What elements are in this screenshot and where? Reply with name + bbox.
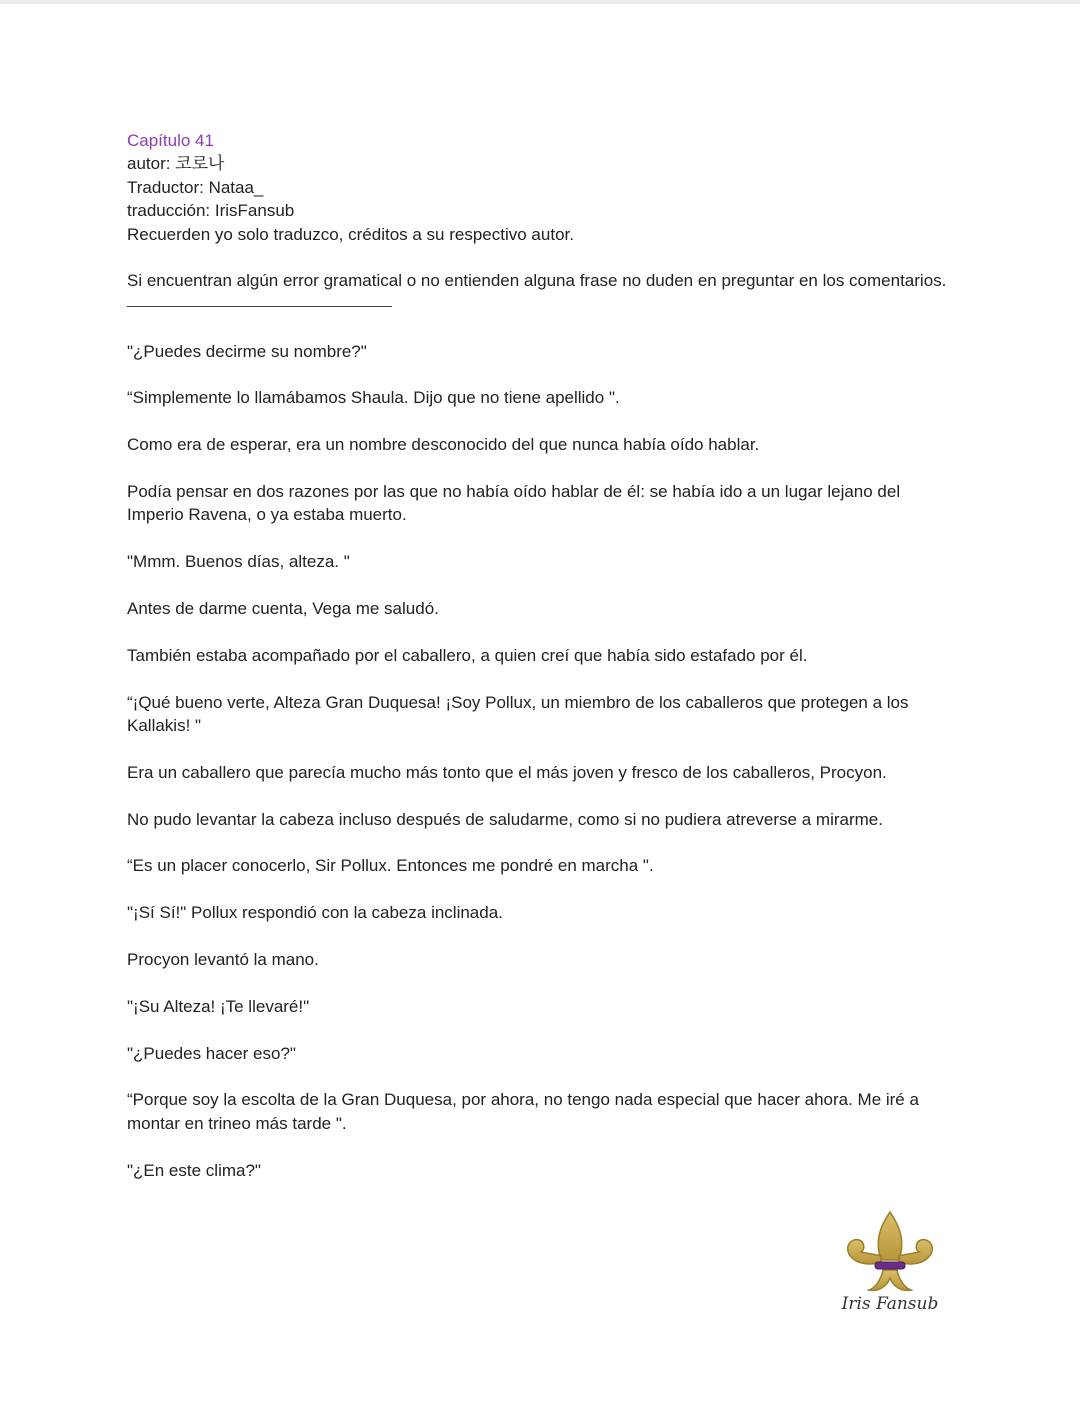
paragraph: Antes de darme cuenta, Vega me saludó. bbox=[127, 599, 439, 618]
paragraph: Podía pensar en dos razones por las que no había oído hablar de él: se había ido a un lugar lejano del Imperio Ravena, o ya estaba muerto. bbox=[127, 482, 901, 525]
document-page bbox=[127, 129, 957, 1205]
paragraph: “¡Qué bueno verte, Alteza Gran Duquesa! ¡Soy Pollux, un miembro de los caballeros que protegen a los Kallakis! " bbox=[127, 692, 909, 735]
paragraph: "¿Puedes decirme su nombre?" bbox=[127, 341, 367, 361]
fleur-de-lis-icon bbox=[835, 1208, 945, 1298]
paragraph: También estaba acompañado por el caballero, a quien creí que había sido estafado por él. bbox=[127, 645, 808, 665]
section-divider bbox=[127, 293, 392, 316]
paragraph: "¡Sí Sí!" Pollux respondió con la cabeza inclinada. bbox=[127, 903, 503, 923]
paragraph: Procyon levantó la mano. bbox=[127, 949, 319, 969]
note-line: Si encuentran algún error gramatical o no entienden alguna frase no duden en preguntar en los comentarios. bbox=[127, 271, 947, 291]
paragraph: "¿Puedes hacer eso?" bbox=[127, 1043, 296, 1063]
logo-text: Iris Fansub bbox=[841, 1294, 939, 1314]
paragraph: “Porque soy la escolta de la Gran Duquesa, por ahora, no tengo nada especial que hacer ahora. Me iré a montar en trineo más tarde ". bbox=[127, 1090, 919, 1133]
paragraph: Como era de esperar, era un nombre desconocido del que nunca había oído hablar. bbox=[127, 435, 760, 455]
paragraph: "¡Su Alteza! ¡Te llevaré!" bbox=[127, 996, 310, 1016]
iris-fansub-logo bbox=[835, 1208, 945, 1323]
top-edge-rule bbox=[0, 0, 1080, 4]
author-line: autor: 코로나 bbox=[127, 154, 225, 174]
paragraph: “Es un placer conocerlo, Sir Pollux. Entonces me pondré en marcha ". bbox=[127, 856, 654, 876]
paragraph: "¿En este clima?" bbox=[127, 1160, 261, 1180]
credits-line: Recuerden yo solo traduzco, créditos a su respectivo autor. bbox=[127, 224, 574, 244]
chapter-title: Capítulo 41 bbox=[127, 131, 214, 150]
spacer bbox=[127, 246, 957, 269]
paragraph: No pudo levantar la cabeza incluso después de saludarme, como si no pudiera atreverse a mirarme. bbox=[127, 809, 883, 829]
translation-line: traducción: IrisFansub bbox=[127, 201, 295, 221]
paragraph: "Mmm. Buenos días, alteza. " bbox=[127, 552, 350, 572]
story-body bbox=[127, 340, 957, 1182]
translator-line: Traductor: Nataa_ bbox=[127, 177, 264, 197]
paragraph: Era un caballero que parecía mucho más tonto que el más joven y fresco de los caballeros, Procyon. bbox=[127, 762, 887, 782]
paragraph: “Simplemente lo llamábamos Shaula. Dijo que no tiene apellido ". bbox=[127, 388, 620, 408]
spacer bbox=[127, 316, 957, 339]
